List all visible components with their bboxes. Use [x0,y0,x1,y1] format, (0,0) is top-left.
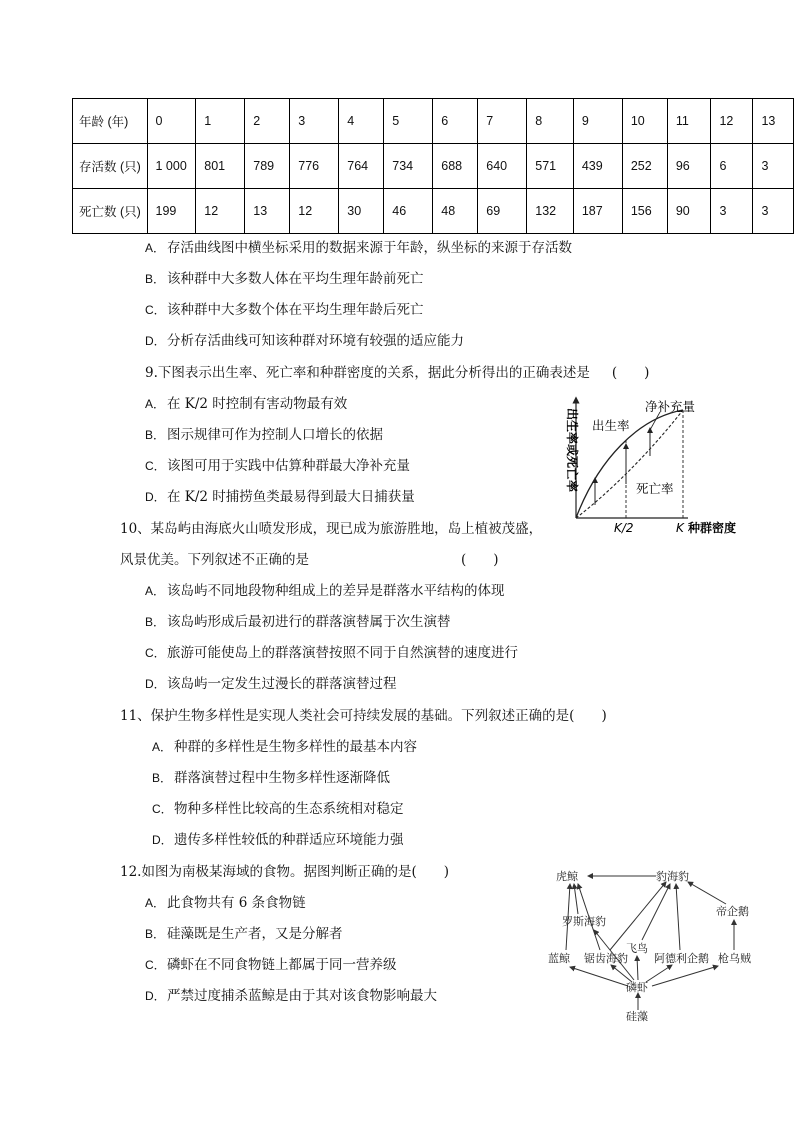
net-increase-label: 净补充量 [645,399,696,414]
survivor-cell: 764 [339,144,384,189]
age-cell: 8 [527,99,574,144]
node-krill: 磷虾 [626,981,648,994]
q10-option-d[interactable]: D．该岛屿一定发生过漫长的群落演替过程 [145,676,397,692]
death-cell: 12 [290,189,339,234]
death-cell: 3 [711,189,753,234]
death-cell: 30 [339,189,384,234]
q9-option-c[interactable]: C．该图可用于实践中估算种群最大净补充量 [145,458,410,474]
q8-option-b[interactable]: B． 该种群中大多数人体在平均生理年龄前死亡 [145,271,424,287]
age-cell: 13 [753,99,794,144]
q10-option-b[interactable]: B． 该岛屿形成后最初进行的群落演替属于次生演替 [145,614,451,630]
survivor-cell: 640 [478,144,527,189]
q11-option-c[interactable]: C．物种多样性比较高的生态系统相对稳定 [152,801,404,817]
q8-option-c[interactable]: C．该种群中大多数个体在平均生理年龄后死亡 [145,302,424,318]
q10-stem-line2: 风景优美。下列叙述不正确的是 ( ) [120,552,499,568]
food-web-arrows [566,876,734,1010]
node-blue-whale: 蓝鲸 [548,952,570,965]
survivor-cell: 439 [573,144,622,189]
age-cell: 9 [573,99,622,144]
death-cell: 90 [667,189,711,234]
node-emperor-penguin: 帝企鹅 [716,905,749,918]
q11-stem: 11、保护生物多样性是实现人类社会可持续发展的基础。下列叙述正确的是( ) [120,708,607,724]
table-row-age [73,99,794,144]
q12-option-c[interactable]: C．磷虾在不同食物链上都属于同一营养级 [145,957,397,973]
q11-option-a[interactable]: A． 种群的多样性是生物多样性的最基本内容 [152,739,417,755]
survivor-cell: 776 [290,144,339,189]
table-row-deaths [73,189,794,234]
age-cell: 7 [478,99,527,144]
q9-option-b[interactable]: B． 图示规律可作为控制人口增长的依据 [145,427,383,443]
q8-option-a[interactable]: A． 存活曲线图中横坐标采用的数据来源于年龄，纵坐标的来源于存活数 [145,240,572,256]
survivor-cell: 571 [527,144,574,189]
age-cell: 0 [147,99,196,144]
q10-stem-line1: 10、某岛屿由海底火山喷发形成，现已成为旅游胜地，岛上植被茂盛， [120,521,543,537]
node-leopard-seal: 豹海豹 [656,870,689,883]
survivor-cell: 3 [753,144,794,189]
life-table [72,98,794,234]
node-killer-whale: 虎鲸 [556,870,578,883]
death-cell: 46 [384,189,433,234]
death-cell: 3 [753,189,794,234]
death-cell: 48 [433,189,478,234]
survivor-cell: 1 000 [147,144,196,189]
age-cell: 6 [433,99,478,144]
age-cell: 4 [339,99,384,144]
age-cell: 11 [667,99,711,144]
q8-option-d[interactable]: D．分析存活曲线可知该种群对环境有较强的适应能力 [145,333,464,349]
q12-stem: 12.如图为南极某海域的食物。据图判断正确的是( ) [120,864,450,880]
age-cell: 12 [711,99,753,144]
row-header: 年龄 (年) [73,99,148,144]
answer-paren: ( ) [461,552,499,568]
death-rate-label: 死亡率 [636,481,674,496]
q9-option-d[interactable]: D．在 K/2 时捕捞鱼类最易得到最大日捕获量 [145,489,415,505]
answer-paren: ( ) [611,365,650,381]
x-axis-label: 种群密度 [688,521,737,535]
age-cell: 10 [622,99,667,144]
tick-k2: K/2 [614,521,634,535]
q10-option-a[interactable]: A． 该岛屿不同地段物种组成上的差异是群落水平结构的体现 [145,583,505,599]
y-axis-label: 出生率或死亡率 [565,408,579,493]
death-cell: 187 [573,189,622,234]
birth-rate-label: 出生率 [592,418,630,433]
survivor-cell: 96 [667,144,711,189]
q11-option-b[interactable]: B． 群落演替过程中生物多样性逐渐降低 [152,770,390,786]
table-row-survivors [73,144,794,189]
birth-death-rate-figure [538,392,754,538]
node-adelie-penguin: 阿德利企鹅 [654,952,709,965]
survivor-cell: 252 [622,144,667,189]
q12-option-d[interactable]: D．严禁过度捕杀蓝鲸是由于其对该食物影响最大 [145,988,437,1004]
q11-option-d[interactable]: D．遗传多样性较低的种群适应环境能力强 [152,832,404,848]
q12-option-b[interactable]: B． 硅藻既是生产者，又是分解者 [145,926,343,942]
node-crabeater-seal: 锯齿海豹 [584,952,628,965]
survivor-cell: 734 [384,144,433,189]
age-cell: 3 [290,99,339,144]
age-cell: 2 [245,99,290,144]
age-cell: 1 [196,99,245,144]
node-squid: 枪乌贼 [718,952,751,965]
node-ross-seal: 罗斯海豹 [562,915,606,928]
death-cell: 12 [196,189,245,234]
survivor-cell: 789 [245,144,290,189]
age-cell: 5 [384,99,433,144]
q10-option-c[interactable]: C．旅游可能使岛上的群落演替按照不同于自然演替的速度进行 [145,645,518,661]
death-cell: 156 [622,189,667,234]
survivor-cell: 6 [711,144,753,189]
node-diatom: 硅藻 [626,1010,648,1023]
tick-k: K [676,521,684,535]
food-web-diagram [548,862,770,1024]
q9-stem: 9.下图表示出生率、死亡率和种群密度的关系，据此分析得出的正确表述是 ( ) [145,365,650,381]
row-header: 死亡数 (只) [73,189,148,234]
death-cell: 132 [527,189,574,234]
death-cell: 13 [245,189,290,234]
q9-option-a[interactable]: A． 在 K/2 时控制有害动物最有效 [145,396,348,412]
survivor-cell: 801 [196,144,245,189]
row-header: 存活数 (只) [73,144,148,189]
survivor-cell: 688 [433,144,478,189]
death-cell: 69 [478,189,527,234]
q12-option-a[interactable]: A． 此食物共有 6 条食物链 [145,895,306,911]
node-petrel: 飞鸟 [626,942,648,955]
death-cell: 199 [147,189,196,234]
